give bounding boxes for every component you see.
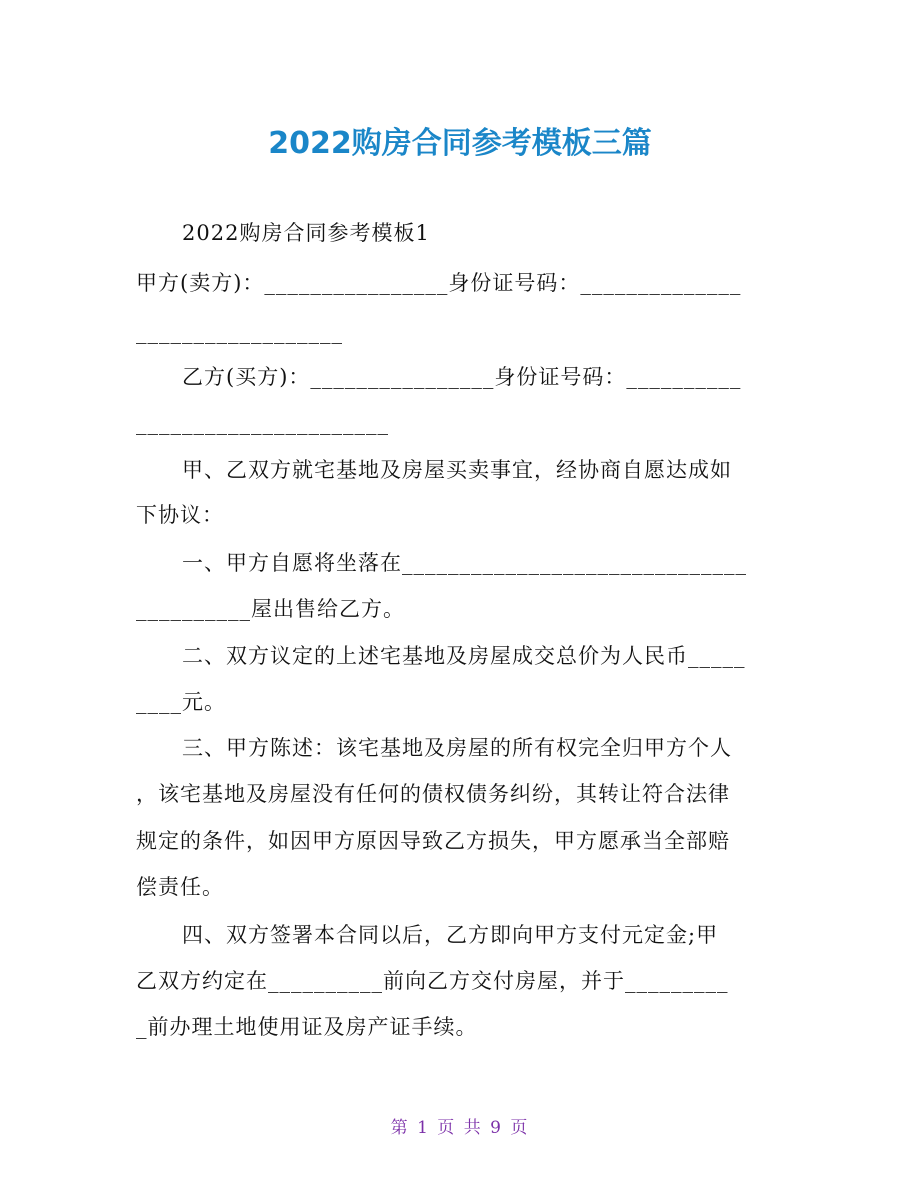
page-indicator: 第 1 页 共 9 页: [390, 1118, 530, 1138]
clause-3-line: 三、甲方陈述：该宅基地及房屋的所有权完全归甲方个人: [182, 736, 732, 760]
clause-4-continuation-1: 乙双方约定在__________前向乙方交付房屋，并于_________: [136, 969, 729, 993]
clause-1-continuation: __________屋出售给乙方。: [136, 597, 405, 621]
clause-3-continuation-1: ，该宅基地及房屋没有任何的债权债务纠纷，其转让符合法律: [136, 782, 730, 806]
clause-4-line: 四、双方签署本合同以后，乙方即向甲方支付元定金;甲: [182, 923, 719, 947]
subtitle-line: 2022购房合同参考模板1: [182, 221, 430, 245]
agreement-intro-continuation: 下协议：: [136, 503, 224, 527]
party-a-line: 甲方(卖方)：________________身份证号码：______________: [136, 271, 742, 295]
party-b-line: 乙方(买方)：________________身份证号码：__________: [182, 365, 742, 389]
clause-4-continuation-2: _前办理土地使用证及房产证手续。: [136, 1015, 478, 1039]
clause-2-line: 二、双方议定的上述宅基地及房屋成交总价为人民币_____: [182, 644, 746, 668]
clause-3-continuation-3: 偿责任。: [136, 875, 224, 899]
document-title: 2022购房合同参考模板三篇: [268, 126, 652, 161]
clause-1-line: 一、甲方自愿将坐落在______________________________: [182, 551, 747, 575]
clause-3-continuation-2: 规定的条件，如因甲方原因导致乙方损失，甲方愿承当全部赔: [136, 829, 730, 853]
clause-2-continuation: ____元。: [136, 690, 226, 714]
party-a-id-continuation: __________________: [136, 320, 343, 344]
party-b-id-continuation: ______________________: [136, 411, 389, 435]
agreement-intro-line: 甲、乙双方就宅基地及房屋买卖事宜，经协商自愿达成如: [182, 458, 732, 482]
